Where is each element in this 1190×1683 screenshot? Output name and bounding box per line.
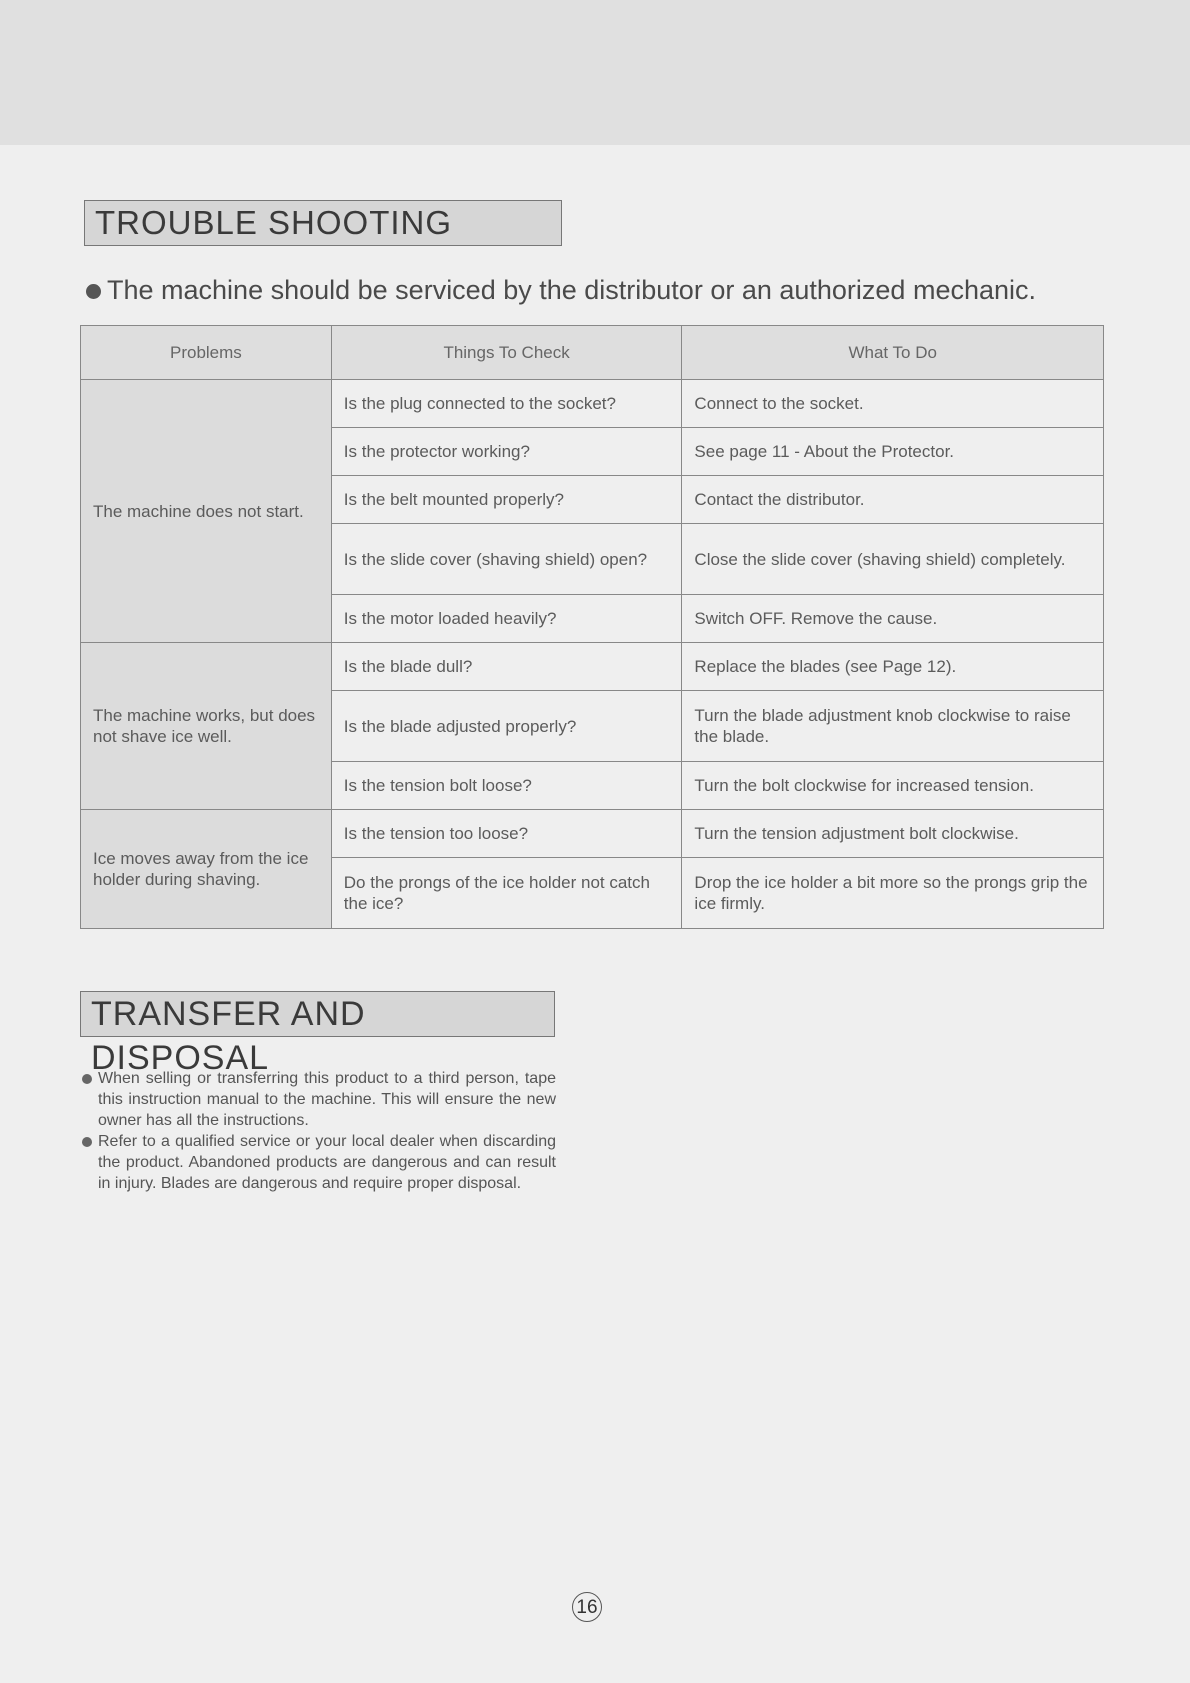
list-item-text: When selling or transferring this product to a third person, tape this instruction manual to the machine. This will ensure the new owner has all the instructions. <box>98 1070 556 1129</box>
todo-cell: Turn the blade adjustment knob clockwise to raise the blade. <box>682 691 1104 762</box>
page-top-band <box>0 0 1190 145</box>
transfer-disposal-title: TRANSFER AND DISPOSAL <box>80 991 555 1037</box>
check-cell: Is the blade adjusted properly? <box>331 691 682 762</box>
header-things-to-check: Things To Check <box>331 326 682 380</box>
service-notice <box>86 275 1036 306</box>
list-item <box>80 1068 556 1131</box>
troubleshooting-table <box>80 325 1104 929</box>
service-notice-text: The machine should be serviced by the distributor or an authorized mechanic. <box>107 275 1037 305</box>
problem-cell: The machine works, but does not shave ice well. <box>81 643 332 810</box>
todo-cell: Switch OFF. Remove the cause. <box>682 595 1104 643</box>
check-cell: Is the protector working? <box>331 428 682 476</box>
page-number: 16 <box>572 1592 602 1622</box>
disposal-list <box>80 1068 556 1194</box>
todo-cell: Close the slide cover (shaving shield) completely. <box>682 524 1104 595</box>
table-row <box>81 380 1104 428</box>
problem-cell: Ice moves away from the ice holder during shaving. <box>81 810 332 929</box>
bullet-icon <box>82 1137 92 1147</box>
todo-cell: Contact the distributor. <box>682 476 1104 524</box>
check-cell: Do the prongs of the ice holder not catch the ice? <box>331 858 682 929</box>
check-cell: Is the tension too loose? <box>331 810 682 858</box>
table-row <box>81 643 1104 691</box>
todo-cell: See page 11 - About the Protector. <box>682 428 1104 476</box>
list-item <box>80 1131 556 1194</box>
check-cell: Is the motor loaded heavily? <box>331 595 682 643</box>
header-what-to-do: What To Do <box>682 326 1104 380</box>
header-problems: Problems <box>81 326 332 380</box>
todo-cell: Replace the blades (see Page 12). <box>682 643 1104 691</box>
check-cell: Is the slide cover (shaving shield) open? <box>331 524 682 595</box>
todo-cell: Turn the tension adjustment bolt clockwise. <box>682 810 1104 858</box>
check-cell: Is the tension bolt loose? <box>331 762 682 810</box>
list-item-text: Refer to a qualified service or your local dealer when discarding the product. Abandoned products are dangerous and can result in injury. Blades are dangerous and require proper disposal. <box>98 1133 556 1192</box>
bullet-icon <box>82 1074 92 1084</box>
todo-cell: Drop the ice holder a bit more so the prongs grip the ice firmly. <box>682 858 1104 929</box>
problem-cell: The machine does not start. <box>81 380 332 643</box>
troubleshooting-title: TROUBLE SHOOTING <box>84 200 562 246</box>
todo-cell: Connect to the socket. <box>682 380 1104 428</box>
bullet-icon <box>86 284 101 299</box>
check-cell: Is the plug connected to the socket? <box>331 380 682 428</box>
todo-cell: Turn the bolt clockwise for increased tension. <box>682 762 1104 810</box>
check-cell: Is the belt mounted properly? <box>331 476 682 524</box>
check-cell: Is the blade dull? <box>331 643 682 691</box>
table-row <box>81 810 1104 858</box>
